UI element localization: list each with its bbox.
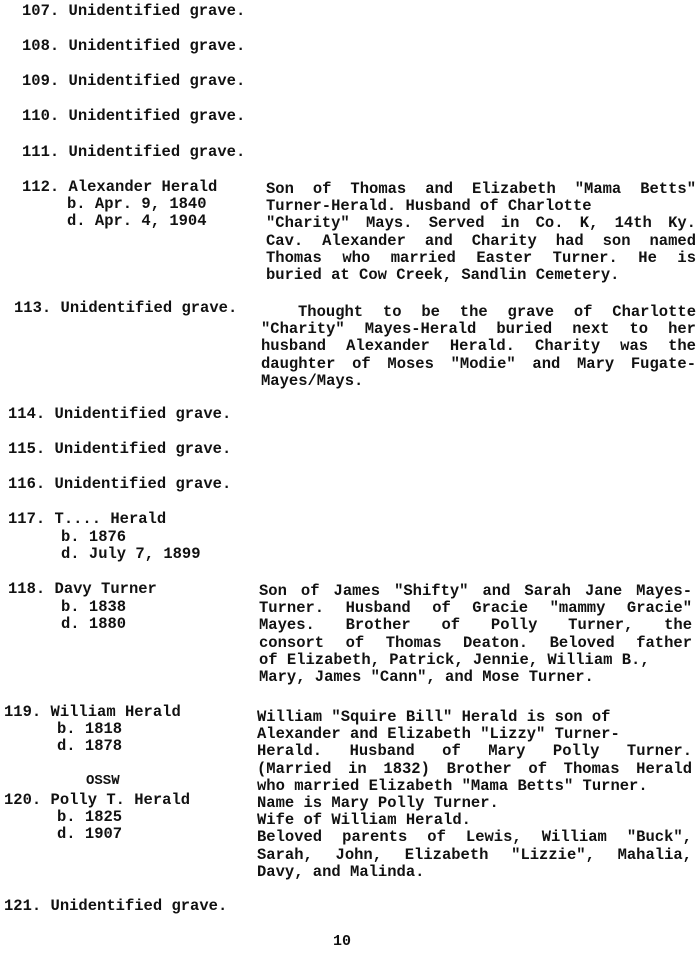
entry-text: Unidentified grave. xyxy=(68,37,246,55)
note-line: buried at Cow Creek, Sandlin Cemetery. xyxy=(266,266,620,285)
entry-112-died: d. Apr. 4, 1904 xyxy=(67,212,207,230)
entry-113-notes xyxy=(261,304,696,390)
entry-text: Unidentified grave. xyxy=(54,475,232,493)
note-line: Wife of William Herald. xyxy=(257,811,471,830)
entry-119-born: b. 1818 xyxy=(57,720,123,738)
entry-109 xyxy=(22,73,245,90)
entry-name: Polly T. Herald xyxy=(50,791,191,809)
entry-number: 117. xyxy=(8,510,46,528)
note-line: Beloved parents of Lewis, William "Buck", xyxy=(257,828,692,847)
entry-number: 115. xyxy=(8,440,46,458)
note-line: husband Alexander Herald. Charity was the xyxy=(261,337,696,356)
entry-118-died: d. 1880 xyxy=(61,615,127,633)
entry-112-heading xyxy=(22,179,217,196)
entry-number: 120. xyxy=(4,791,42,809)
entry-text: Unidentified grave. xyxy=(68,107,246,125)
entry-111 xyxy=(22,144,245,161)
note-line: (Married in 1832) Brother of Thomas Herald xyxy=(257,759,692,778)
entry-number: 111. xyxy=(22,143,60,161)
entry-114 xyxy=(8,406,231,423)
entry-name: T.... Herald xyxy=(54,510,167,528)
note-line: Turner-Herald. Husband of Charlotte xyxy=(266,197,592,216)
note-line: who married Elizabeth "Mama Betts" Turner. xyxy=(257,776,648,795)
entry-118-born: b. 1838 xyxy=(61,598,127,616)
note-line: Name is Mary Polly Turner. xyxy=(257,794,499,813)
note-line: William "Squire Bill" Herald is son of xyxy=(257,708,611,726)
entry-118-notes xyxy=(259,583,692,686)
entry-120-born: b. 1825 xyxy=(57,808,123,826)
note-line: consort of Thomas Deaton. Beloved father xyxy=(259,633,692,652)
entry-number: 109. xyxy=(22,72,60,90)
entry-number: 112. xyxy=(22,178,60,196)
note-line: "Charity" Mays. Served in Co. K, 14th Ky. xyxy=(266,214,696,233)
note-line: Alexander and Elizabeth "Lizzy" Turner- xyxy=(257,725,620,744)
entry-120-died: d. 1907 xyxy=(57,825,123,843)
note-line: Thought to be the grave of Charlotte xyxy=(298,303,696,321)
note-line: Davy, and Malinda. xyxy=(257,862,425,881)
entry-number: 118. xyxy=(8,580,46,598)
entry-108 xyxy=(22,38,245,55)
entry-118-heading xyxy=(8,581,157,598)
note-line: Son of Thomas and Elizabeth "Mama Betts" xyxy=(266,180,696,198)
entry-number: 119. xyxy=(4,703,42,721)
entry-119-died: d. 1878 xyxy=(57,737,123,755)
entry-text: Unidentified grave. xyxy=(60,299,238,317)
entry-text: Unidentified grave. xyxy=(68,72,246,90)
entry-115 xyxy=(8,441,231,458)
entry-110 xyxy=(22,108,245,125)
entry-107 xyxy=(22,3,245,20)
entry-121 xyxy=(4,898,227,915)
page-number: 10 xyxy=(333,933,352,950)
note-line: Sarah, John, Elizabeth "Lizzie", Mahalia, xyxy=(257,845,692,864)
entry-120-heading xyxy=(4,792,190,809)
entry-name: Davy Turner xyxy=(54,580,157,598)
entry-number: 116. xyxy=(8,475,46,493)
note-line: Cav. Alexander and Charity had son named xyxy=(266,231,696,250)
entry-text: Unidentified grave. xyxy=(68,143,246,161)
entry-117-heading xyxy=(8,511,166,528)
note-line: daughter of Moses "Modie" and Mary Fugate- xyxy=(261,354,696,373)
entry-119-marker: OSSW xyxy=(86,773,120,789)
entry-number: 110. xyxy=(22,107,60,125)
entry-number: 107. xyxy=(22,2,60,20)
entry-117-born: b. 1876 xyxy=(61,528,127,546)
entry-text: Unidentified grave. xyxy=(50,897,228,915)
entry-113-heading xyxy=(14,300,237,317)
entry-119-heading xyxy=(4,704,181,721)
note-line: Mary, James "Cann", and Mose Turner. xyxy=(259,668,594,687)
entry-name: Alexander Herald xyxy=(68,178,218,196)
note-line: "Charity" Mayes-Herald buried next to her xyxy=(261,320,696,339)
entry-name: William Herald xyxy=(50,703,181,721)
note-line: Son of James "Shifty" and Sarah Jane Mayes- xyxy=(259,582,692,600)
entry-119-notes xyxy=(257,709,692,881)
note-line: of Elizabeth, Patrick, Jennie, William B., xyxy=(259,650,650,669)
entry-number: 121. xyxy=(4,897,42,915)
note-line: Thomas who married Easter Turner. He is xyxy=(266,248,696,267)
note-line: Mayes. Brother of Polly Turner, the xyxy=(259,616,692,635)
entry-text: Unidentified grave. xyxy=(68,2,246,20)
entry-number: 113. xyxy=(14,299,52,317)
entry-number: 108. xyxy=(22,37,60,55)
entry-text: Unidentified grave. xyxy=(54,405,232,423)
entry-112-born: b. Apr. 9, 1840 xyxy=(67,195,207,213)
entry-116 xyxy=(8,476,231,493)
note-line: Turner. Husband of Gracie "mammy Gracie" xyxy=(259,599,692,618)
entry-number: 114. xyxy=(8,405,46,423)
entry-117-died: d. July 7, 1899 xyxy=(61,545,201,563)
note-line: Mayes/Mays. xyxy=(261,371,364,390)
entry-112-notes xyxy=(266,181,696,284)
entry-text: Unidentified grave. xyxy=(54,440,232,458)
note-line: Herald. Husband of Mary Polly Turner. xyxy=(257,742,692,761)
